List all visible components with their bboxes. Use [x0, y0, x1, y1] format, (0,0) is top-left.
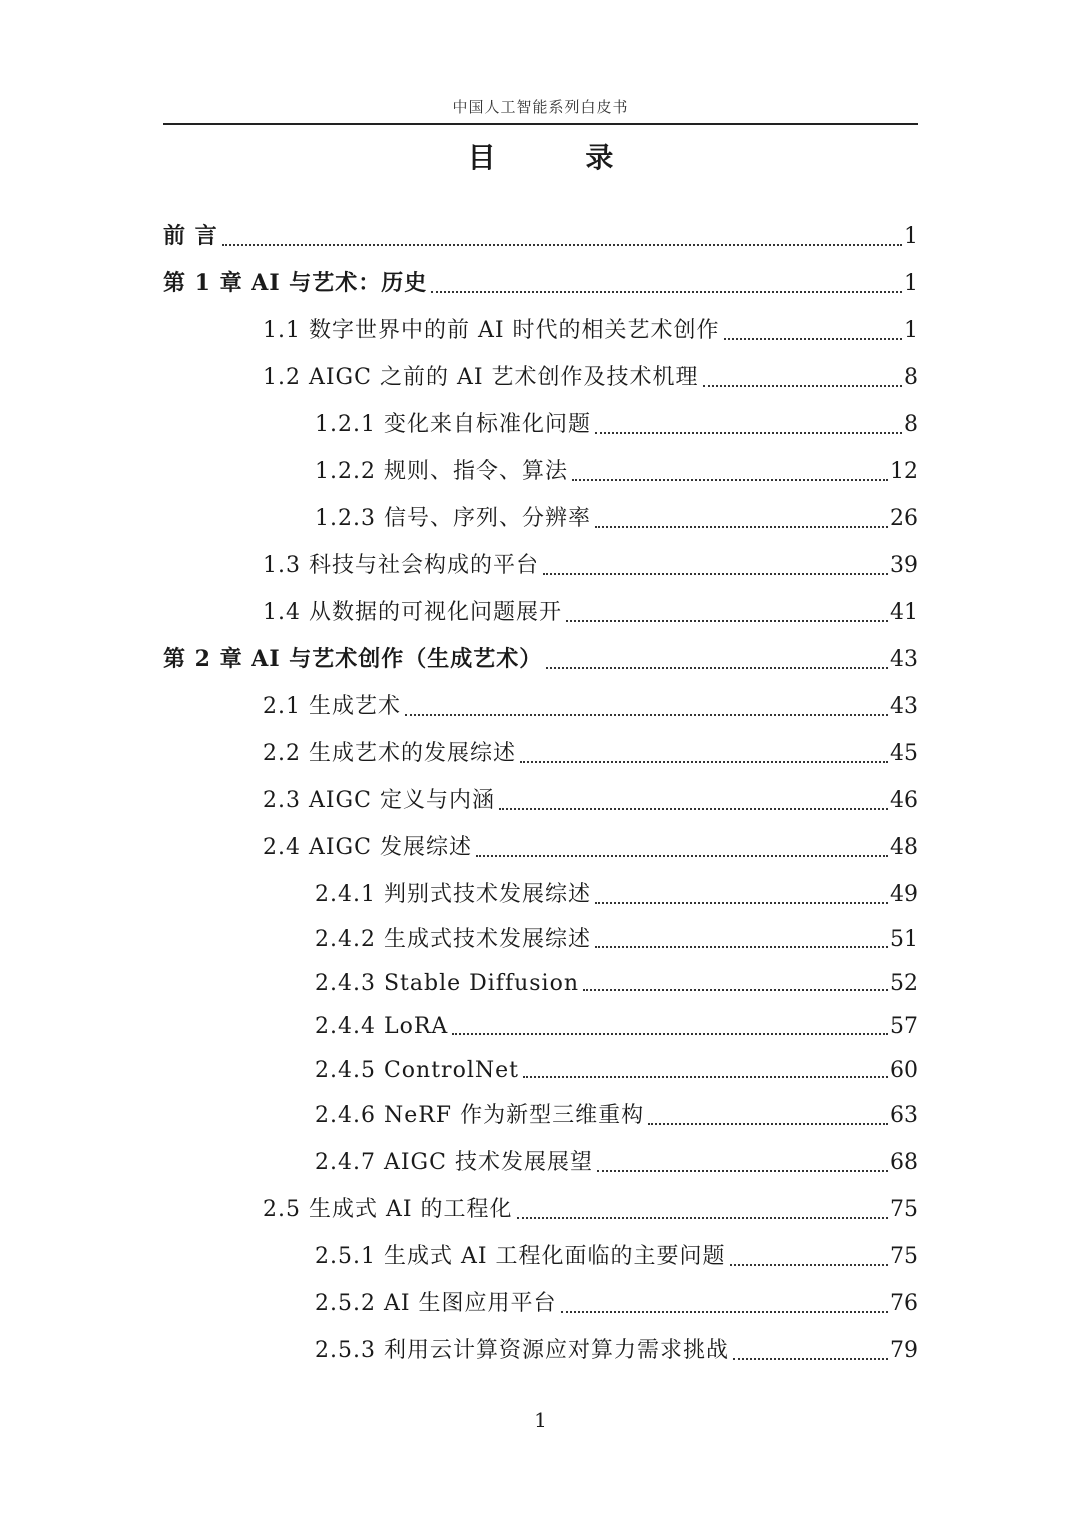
toc-entry[interactable] [163, 777, 918, 824]
toc-entry-page: 41 [890, 600, 918, 625]
running-header: 中国人工智能系列白皮书 [452, 98, 629, 116]
toc-entry-label: 1.1 数字世界中的前 AI 时代的相关艺术创作 [263, 318, 720, 343]
dot-leader [733, 1358, 888, 1360]
toc-entry[interactable] [163, 1280, 918, 1327]
toc-entry-page: 52 [890, 970, 918, 996]
dot-leader [566, 620, 888, 622]
toc-entry-page: 75 [890, 1244, 918, 1269]
toc-entry-label: 1.2 AIGC 之前的 AI 艺术创作及技术机理 [263, 365, 699, 390]
toc-entry-page: 1 [904, 224, 918, 249]
toc-entry-page: 45 [890, 741, 918, 766]
toc-entry-page: 63 [890, 1103, 918, 1128]
toc-entry-label: 1.4 从数据的可视化问题展开 [263, 600, 562, 625]
toc-entry[interactable] [163, 260, 918, 307]
dot-leader [517, 1217, 888, 1219]
dot-leader [520, 761, 888, 763]
dot-leader [595, 432, 902, 434]
dot-leader [543, 573, 888, 575]
header-rule [163, 123, 918, 125]
page-number: 1 [534, 1408, 547, 1432]
toc-entry[interactable] [163, 962, 918, 1006]
table-of-contents [163, 213, 918, 1374]
dot-leader [452, 1033, 888, 1035]
toc-entry-label: 1.2.1 变化来自标准化问题 [315, 412, 591, 437]
toc-entry-label: 2.4.1 判别式技术发展综述 [315, 882, 591, 907]
toc-entry-label: 2.5.1 生成式 AI 工程化面临的主要问题 [315, 1244, 726, 1269]
toc-entry[interactable] [163, 730, 918, 777]
toc-entry[interactable] [163, 1005, 918, 1049]
dot-leader [476, 855, 888, 857]
dot-leader [583, 989, 888, 991]
toc-entry[interactable] [163, 354, 918, 401]
toc-entry-label: 2.5 生成式 AI 的工程化 [263, 1197, 513, 1222]
toc-entry-label: 第 2 章 AI 与艺术创作（生成艺术） [163, 646, 543, 672]
toc-entry[interactable] [163, 307, 918, 354]
toc-entry-page: 57 [890, 1014, 918, 1039]
toc-entry-label: 2.2 生成艺术的发展综述 [263, 741, 516, 766]
toc-entry-page: 26 [890, 506, 918, 531]
toc-entry[interactable] [163, 871, 918, 918]
toc-entry[interactable] [163, 1186, 918, 1233]
toc-entry-label: 前 言 [163, 223, 218, 249]
toc-entry[interactable] [163, 448, 918, 495]
dot-leader [730, 1264, 888, 1266]
toc-entry[interactable] [163, 1092, 918, 1139]
toc-entry-page: 79 [890, 1338, 918, 1363]
toc-entry[interactable] [163, 213, 918, 260]
toc-entry-label: 2.4.2 生成式技术发展综述 [315, 927, 591, 952]
dot-leader [595, 902, 888, 904]
toc-entry-label: 1.2.2 规则、指令、算法 [315, 459, 568, 484]
toc-entry[interactable] [163, 1139, 918, 1186]
dot-leader [572, 479, 888, 481]
dot-leader [597, 1170, 888, 1172]
toc-entry[interactable] [163, 683, 918, 730]
toc-entry[interactable] [163, 918, 918, 962]
toc-entry-page: 48 [890, 835, 918, 860]
toc-entry-page: 43 [890, 647, 918, 672]
toc-entry-page: 51 [890, 927, 918, 952]
toc-entry-label: 1.2.3 信号、序列、分辨率 [315, 506, 591, 531]
toc-entry[interactable] [163, 495, 918, 542]
toc-entry-label: 第 1 章 AI 与艺术：历史 [163, 270, 428, 296]
dot-leader [724, 338, 902, 340]
toc-entry-page: 76 [890, 1291, 918, 1316]
toc-entry[interactable] [163, 636, 918, 683]
toc-entry-label: 2.4.4 LoRA [315, 1014, 449, 1039]
toc-entry-label: 2.1 生成艺术 [263, 694, 401, 719]
dot-leader [431, 291, 902, 293]
dot-leader [523, 1076, 888, 1078]
toc-entry-label: 2.4.3 Stable Diffusion [315, 970, 579, 996]
toc-entry-label: 2.4 AIGC 发展综述 [263, 835, 472, 860]
toc-entry[interactable] [163, 401, 918, 448]
dot-leader [405, 714, 888, 716]
dot-leader [561, 1311, 888, 1313]
dot-leader [546, 667, 888, 669]
page-title: 目 录 [467, 141, 654, 174]
dot-leader [499, 808, 888, 810]
toc-entry-page: 1 [904, 318, 918, 343]
toc-entry-label: 2.5.2 AI 生图应用平台 [315, 1291, 557, 1316]
toc-entry-label: 2.5.3 利用云计算资源应对算力需求挑战 [315, 1338, 729, 1363]
dot-leader [648, 1123, 888, 1125]
toc-entry-page: 75 [890, 1197, 918, 1222]
toc-entry[interactable] [163, 824, 918, 871]
toc-entry[interactable] [163, 589, 918, 636]
toc-entry-page: 1 [904, 271, 918, 296]
toc-entry-label: 2.4.5 ControlNet [315, 1057, 519, 1083]
dot-leader [595, 526, 888, 528]
toc-entry-page: 49 [890, 882, 918, 907]
toc-entry-page: 68 [890, 1150, 918, 1175]
toc-entry[interactable] [163, 1049, 918, 1093]
toc-entry-page: 39 [890, 553, 918, 578]
toc-entry-page: 46 [890, 788, 918, 813]
toc-entry-label: 2.4.7 AIGC 技术发展展望 [315, 1150, 593, 1175]
dot-leader [595, 946, 888, 948]
toc-entry-page: 8 [904, 412, 918, 437]
dot-leader [703, 385, 902, 387]
toc-entry-page: 60 [890, 1057, 918, 1083]
toc-entry-label: 2.3 AIGC 定义与内涵 [263, 788, 495, 813]
toc-entry-label: 1.3 科技与社会构成的平台 [263, 553, 539, 578]
toc-entry-page: 8 [904, 365, 918, 390]
toc-entry[interactable] [163, 1327, 918, 1374]
toc-entry[interactable] [163, 542, 918, 589]
toc-entry[interactable] [163, 1233, 918, 1280]
dot-leader [222, 244, 902, 246]
toc-entry-label: 2.4.6 NeRF 作为新型三维重构 [315, 1103, 645, 1128]
toc-entry-page: 12 [890, 459, 918, 484]
toc-entry-page: 43 [890, 694, 918, 719]
